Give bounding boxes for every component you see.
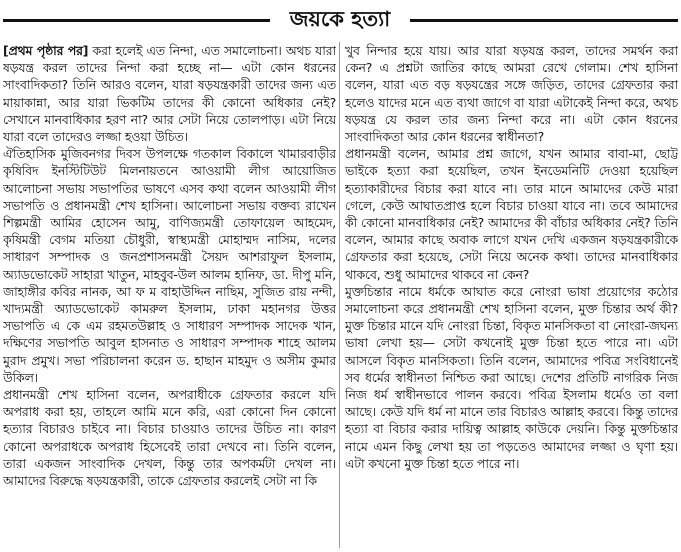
article-column-left (3, 42, 336, 548)
header-rule-left (3, 19, 270, 22)
paragraph: খুব নিন্দার হয়ে যায়। আর যারা ষড়যন্ত্র করল, তাদের সমর্থন করা কেন? এ প্রশ্নটা জাতির কাছে আমরা রেখে গেলাম। শেখ হাসিনা বলেন, যারা এত বড় ষড়যন্ত্রের সঙ্গে জড়িত, তাদের গ্রেফতার করা হলেও যাদের মনে এত ব্যথা জাগে বা যারা এটাকেই নিন্দা করে, অথচ ষড়যন্ত্র যে করল তার জন্য নিন্দা করে না। এটা কোন ধরনের সাংবাদিকতা আর কোন ধরনের স্বাধীনতা? (345, 43, 678, 145)
article-column-right (345, 42, 678, 548)
paragraph (3, 42, 336, 145)
paragraph-text: করা হলেই এত নিন্দা, এত সমালোচনা। অথচ যারা ষড়যন্ত্র করল তাদের নিন্দা করা হচ্ছে না— এটা কোন ধরনের সাংবাদিকতা? তিনি আরও বলেন, যারা ষড়যন্ত্রকারী তাদের জন্য এত মায়াকান্না, আর যারা ভিকটিম তাদের কী কোনো অধিকার নেই? সেখানে মানবাধিকার হরণ না? আর সেটা নিয়ে তোলপাড়। এটা নিয়ে যারা বলে তাদেরও লজ্জা হওয়া উচিত। (3, 43, 336, 145)
paragraph: প্রধানমন্ত্রী বলেন, আমার প্রশ্ন জাগে, যখন আমার বাবা-মা, ছোট্ট ভাইকে হত্যা করা হয়েছিল, তখন ইনডেমনিটি দেওয়া হয়েছিল হত্যাকারীদের বিচার করা যাবে না। তার মানে আমাদের কেউ মারা গেলে, কেউ আঘাতপ্রাপ্ত হলে বিচার চাওয়া যাবে না। তবে আমাদের কী কোনো মানবাধিকার নেই? আমাদের কী বাঁচার অধিকার নেই? তিনি বলেন, আমার কাছে অবাক লাগে যখন দেখি একজন ষড়যন্ত্রকারীকে গ্রেফতার করা হয়েছে, সেটা নিয়ে অনেক কথা। তাদের মানবাধিকার থাকবে, শুধু আমাদের থাকবে না কেন? (345, 146, 678, 282)
paragraph: প্রধানমন্ত্রী শেখ হাসিনা বলেন, অপরাধীকে গ্রেফতার করলে যদি অপরাধ করা হয়, তাহলে আমি মনে করি, এরা কোনো দিন কোনো হত্যার বিচারও চাইবে না। বিচার চাওয়াও তাদের উচিত না। কারণ কোনো অপরাধকে অপরাধ হিসেবেই তারা দেখবে না। তিনি বলেন, তারা একজন সাংবাদিক দেখল, কিন্তু তার অপকর্মটা দেখল না। আমাদের বিরুদ্ধে ষড়যন্ত্রকারী, তাকে গ্রেফতার করলেই সেটা না কি (3, 387, 336, 489)
paragraph: মুক্তচিন্তার নামে ধর্মকে আঘাত করে নোংরা ভাষা প্রয়োগের কঠোর সমালোচনা করে প্রধানমন্ত্রী শেখ হাসিনা বলেন, মুক্ত চিন্তার অর্থ কী? মুক্ত চিন্তার মানে যদি নোংরা চিন্তা, বিকৃত মানসিকতা বা নোংরা-জঘন্য ভাষা লেখা হয়— সেটা কখনোই মুক্ত চিন্তা হতে পারে না। এটা আসলে বিকৃত মানসিকতা। তিনি বলেন, আমাদের পবিত্র সংবিধানেই সব ধর্মের স্বাধীনতা নিশ্চিত করা আছে। দেশের প্রতিটি নাগরিক নিজ নিজ ধর্ম স্বাধীনভাবে পালন করবে। পবিত্র ইসলাম ধর্মেও তা বলা আছে। কেউ যদি ধর্ম না মানে তার বিচারও আল্লাহ করবে। কিন্তু তাদের হত্যা বা বিচার করার দায়িত্ব আল্লাহ কাউকে দেয়নি। কিন্তু মুক্তচিন্তার নামে এমন কিছু লেখা হয় তা পড়তেও আমাদের লজ্জা ও ঘৃণা হয়। এটা কখনো মুক্ত চিন্তা হতে পারে না। (345, 283, 678, 471)
column-divider (339, 42, 340, 548)
article-header (0, 0, 681, 40)
header-rule-right (410, 19, 678, 22)
continuation-label: [প্রথম পৃষ্ঠার পর] (3, 43, 89, 58)
article-title: জয়কে হত্যা (289, 7, 391, 31)
paragraph: ঐতিহাসিক মুজিবনগর দিবস উপলক্ষে গতকাল বিকালে খামারবাড়ীর কৃষিবিদ ইনস্টিটিউট মিলনায়তনে আওয়ামী লীগ আয়োজিত আলোচনা সভায় সভাপতির ভাষণে এসব কথা বলেন আওয়ামী লীগ সভাপতি ও প্রধানমন্ত্রী শেখ হাসিনা। আলোচনা সভায় বক্তব্য রাখেন শিল্পমন্ত্রী আমির হোসেন আমু, বাণিজ্যমন্ত্রী তোফায়েল আহমেদ, কৃষিমন্ত্রী বেগম মতিয়া চৌধুরী, স্বাস্থ্যমন্ত্রী মোহাম্মদ নাসিম, দলের সাধারণ সম্পাদক ও জনপ্রশাসনমন্ত্রী সৈয়দ আশরাফুল ইসলাম, অ্যাডভোকেট সাহারা খাতুন, মাহবুব-উল আলম হানিফ, ডা. দীপু মনি, জাহাঙ্গীর কবির নানক, আ ফ ম বাহাউদ্দিন নাছিম, সুজিত রায় নন্দী, খাদ্যমন্ত্রী অ্যাডভোকেট কামরুল ইসলাম, ঢাকা মহানগর উত্তর সভাপতি এ কে এম রহমতউল্লাহ ও সাধারণ সম্পাদক সাদেক খান, দক্ষিণের সভাপতি আবুল হাসনাত ও সাধারণ সম্পাদক শাহে আলম মুরাদ প্রমুখ। সভা পরিচালনা করেন ড. হাছান মাহমুদ ও অসীম কুমার উকিল। (3, 146, 336, 385)
